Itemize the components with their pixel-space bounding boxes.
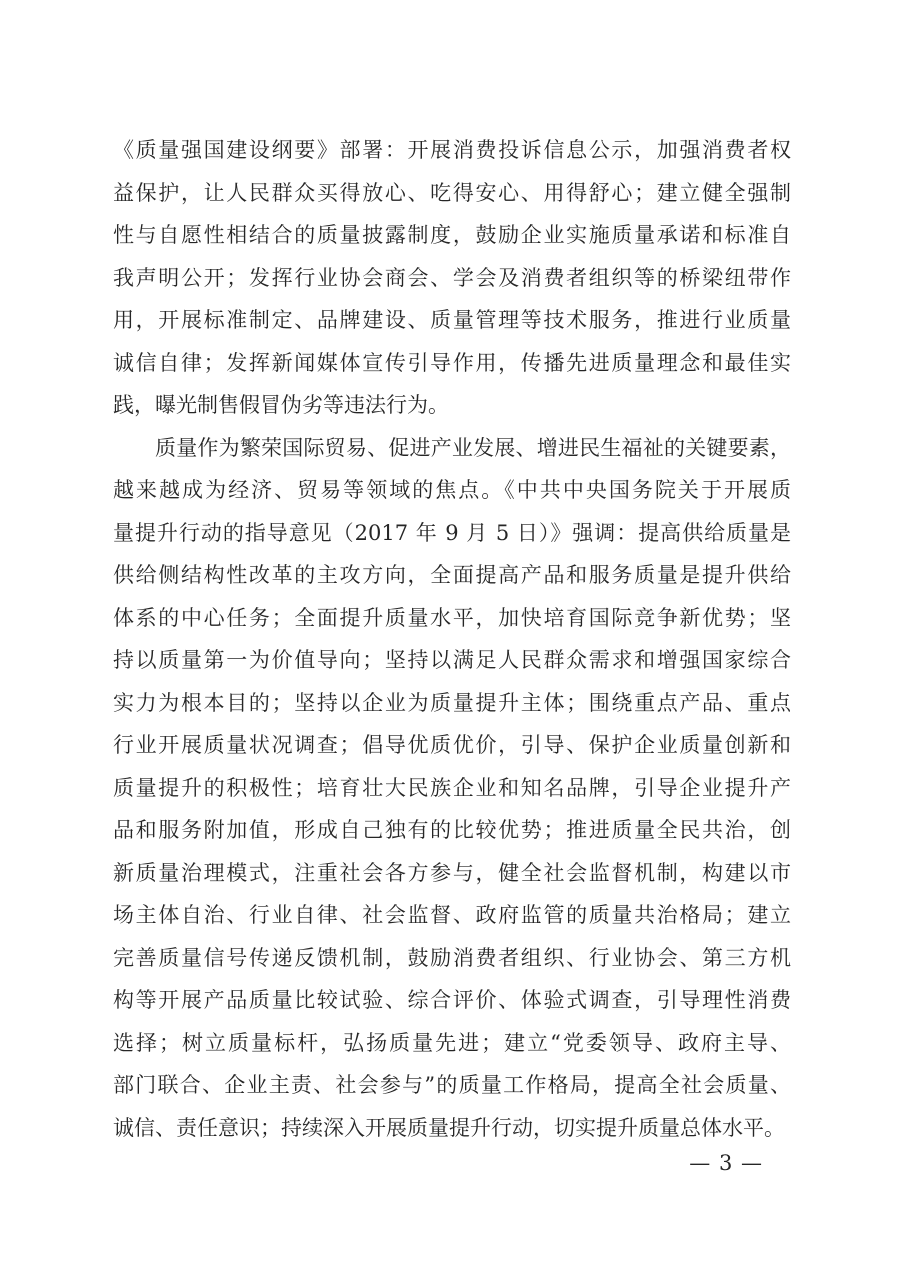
text-line: 体系的中心任务；全面提升质量水平，加快培育国际竞争新优势；坚 (113, 605, 791, 630)
text-line: 供给侧结构性改革的主攻方向，全面提高产品和服务质量是提升供给 (113, 563, 791, 587)
text-line: 部门联合、企业主责、社会参与”的质量工作格局，提高全社会质量、 (113, 1073, 791, 1097)
text-line: 选择；树立质量标杆，弘扬质量先进；建立“党委领导、政府主导、 (113, 1030, 791, 1055)
text-line: 诚信、责任意识；持续深入开展质量提升行动，切实提升质量总体水平。 (113, 1115, 785, 1140)
text-line: 用，开展标准制定、品牌建设、质量管理等技术服务，推进行业质量 (113, 308, 791, 332)
text-line: 性与自愿性相结合的质量披露制度，鼓励企业实施质量承诺和标准自 (113, 223, 791, 247)
text-line: 实力为根本目的；坚持以企业为质量提升主体；围绕重点产品、重点 (113, 690, 791, 715)
text-line: 质量作为繁荣国际贸易、促进产业发展、增进民生福祉的关键要素， (155, 435, 791, 460)
text-line: 践，曝光制售假冒伪劣等违法行为。 (113, 393, 449, 417)
text-line: 新质量治理模式，注重社会各方参与，健全社会监督机制，构建以市 (113, 860, 791, 885)
text-line: 益保护，让人民群众买得放心、吃得安心、用得舒心；建立健全强制 (113, 180, 791, 205)
text-line: 《质量强国建设纲要》部署：开展消费投诉信息公示，加强消费者权 (113, 138, 791, 162)
text-line: 量提升行动的指导意见（2017 年 9 月 5 日）》强调：提高供给质量是 (113, 520, 791, 545)
text-line: 品和服务附加值，形成自己独有的比较优势；推进质量全民共治，创 (113, 818, 791, 842)
text-line: 我声明公开；发挥行业协会商会、学会及消费者组织等的桥梁纽带作 (113, 265, 791, 290)
text-line: 越来越成为经济、贸易等领域的焦点。《中共中央国务院关于开展质 (113, 478, 791, 502)
text-line: 诚信自律；发挥新闻媒体宣传引导作用，传播先进质量理念和最佳实 (113, 350, 791, 375)
page-number: — 3 — (689, 1151, 763, 1175)
body-text (113, 129, 791, 1149)
text-line: 场主体自治、行业自律、社会监督、政府监管的质量共治格局；建立 (113, 903, 791, 927)
text-line: 持以质量第一为价值导向；坚持以满足人民群众需求和增强国家综合 (113, 648, 791, 672)
text-line: 构等开展产品质量比较试验、综合评价、体验式调查，引导理性消费 (113, 988, 791, 1012)
text-line: 质量提升的积极性；培育壮大民族企业和知名品牌，引导企业提升产 (113, 775, 791, 800)
text-line: 完善质量信号传递反馈机制，鼓励消费者组织、行业协会、第三方机 (113, 945, 791, 970)
text-line: 行业开展质量状况调查；倡导优质优价，引导、保护企业质量创新和 (113, 733, 791, 757)
